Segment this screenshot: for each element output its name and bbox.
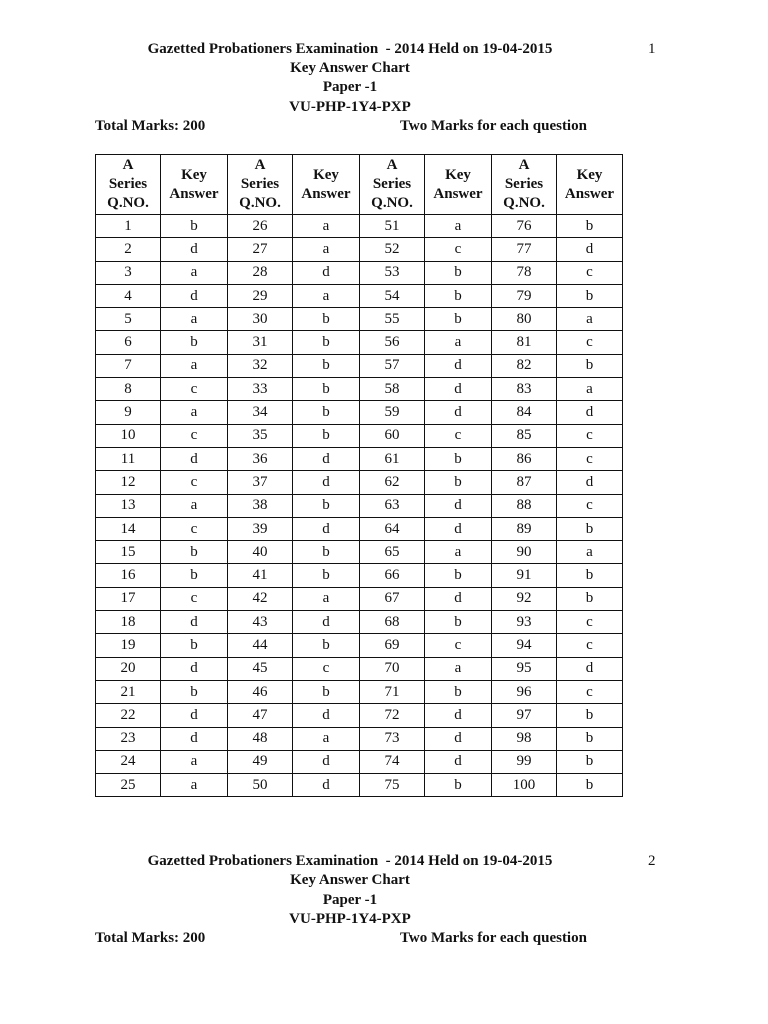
question-number-cell: 24	[96, 750, 161, 773]
key-answer-cell: b	[425, 447, 492, 470]
key-answer-cell: b	[557, 750, 623, 773]
marks-note: Two Marks for each question	[400, 930, 587, 946]
key-answer-cell: d	[293, 517, 360, 540]
question-number-cell: 69	[360, 634, 425, 657]
key-answer-cell: c	[557, 611, 623, 634]
key-answer-cell: d	[425, 750, 492, 773]
question-number-cell: 22	[96, 704, 161, 727]
question-number-cell: 2	[96, 238, 161, 261]
key-answer-cell: d	[425, 354, 492, 377]
key-answer-cell: a	[293, 284, 360, 307]
header-line: A	[518, 157, 530, 173]
key-answer-table	[95, 154, 623, 797]
header-line: Q.NO.	[107, 195, 149, 211]
question-number-cell: 81	[492, 331, 557, 354]
key-answer-cell: a	[425, 215, 492, 238]
key-answer-cell: b	[425, 308, 492, 331]
question-number-cell: 91	[492, 564, 557, 587]
table-row	[96, 680, 623, 703]
question-number-cell: 55	[360, 308, 425, 331]
question-number-cell: 99	[492, 750, 557, 773]
key-answer-cell: a	[293, 238, 360, 261]
question-number-cell: 35	[228, 424, 293, 447]
table-row	[96, 284, 623, 307]
question-number-cell: 44	[228, 634, 293, 657]
question-number-cell: 98	[492, 727, 557, 750]
question-number-cell: 30	[228, 308, 293, 331]
key-answer-cell: b	[293, 331, 360, 354]
key-answer-cell: b	[557, 354, 623, 377]
table-row	[96, 541, 623, 564]
question-number-cell: 65	[360, 541, 425, 564]
header-line: Series	[240, 176, 280, 192]
key-answer-cell: b	[293, 424, 360, 447]
table-row	[96, 564, 623, 587]
question-number-cell: 87	[492, 471, 557, 494]
question-number-cell: 10	[96, 424, 161, 447]
key-answer-cell: a	[557, 541, 623, 564]
question-number-cell: 90	[492, 541, 557, 564]
paper-code: VU-PHP-1Y4-PXP	[289, 911, 411, 927]
table-row	[96, 494, 623, 517]
question-number-cell: 70	[360, 657, 425, 680]
question-number-cell: 57	[360, 354, 425, 377]
key-answer-cell: b	[293, 494, 360, 517]
question-number-cell: 27	[228, 238, 293, 261]
key-answer-cell: b	[293, 308, 360, 331]
header-line: Answer	[433, 185, 483, 202]
question-number-cell: 68	[360, 611, 425, 634]
table-row	[96, 378, 623, 401]
table-row	[96, 471, 623, 494]
header-line: A	[122, 157, 134, 173]
question-number-cell: 79	[492, 284, 557, 307]
key-answer-cell: d	[425, 704, 492, 727]
question-number-cell: 14	[96, 517, 161, 540]
question-number-cell: 42	[228, 587, 293, 610]
question-number-cell: 1	[96, 215, 161, 238]
table-row	[96, 774, 623, 797]
key-answer-cell: b	[425, 564, 492, 587]
column-header-qno	[360, 155, 425, 215]
key-answer-cell: a	[557, 308, 623, 331]
key-answer-cell: d	[293, 261, 360, 284]
header-line: Q.NO.	[503, 195, 545, 211]
chart-title: Key Answer Chart	[290, 60, 410, 76]
header-line: Q.NO.	[371, 195, 413, 211]
key-answer-cell: c	[293, 657, 360, 680]
header-line: Series	[108, 176, 148, 192]
question-number-cell: 78	[492, 261, 557, 284]
question-number-cell: 21	[96, 680, 161, 703]
question-number-cell: 49	[228, 750, 293, 773]
question-number-cell: 97	[492, 704, 557, 727]
key-answer-cell: b	[425, 774, 492, 797]
key-answer-cell: b	[293, 634, 360, 657]
key-answer-cell: c	[557, 494, 623, 517]
column-header-key-answer	[293, 155, 360, 215]
key-answer-cell: c	[557, 680, 623, 703]
question-number-cell: 23	[96, 727, 161, 750]
key-answer-cell: a	[161, 261, 228, 284]
key-answer-cell: a	[425, 541, 492, 564]
question-number-cell: 28	[228, 261, 293, 284]
question-number-cell: 4	[96, 284, 161, 307]
key-answer-cell: d	[425, 494, 492, 517]
question-number-cell: 50	[228, 774, 293, 797]
question-number-cell: 88	[492, 494, 557, 517]
key-answer-cell: d	[557, 238, 623, 261]
key-answer-cell: a	[161, 401, 228, 424]
key-answer-cell: b	[293, 354, 360, 377]
key-answer-cell: b	[557, 284, 623, 307]
question-number-cell: 18	[96, 611, 161, 634]
question-number-cell: 29	[228, 284, 293, 307]
key-answer-cell: d	[557, 401, 623, 424]
key-answer-cell: d	[425, 517, 492, 540]
key-answer-cell: a	[161, 308, 228, 331]
paper-label: Paper -1	[322, 892, 378, 908]
key-answer-cell: b	[161, 634, 228, 657]
key-answer-cell: b	[425, 680, 492, 703]
question-number-cell: 31	[228, 331, 293, 354]
question-number-cell: 52	[360, 238, 425, 261]
key-answer-cell: b	[293, 564, 360, 587]
question-number-cell: 60	[360, 424, 425, 447]
question-number-cell: 45	[228, 657, 293, 680]
key-answer-cell: a	[161, 494, 228, 517]
question-number-cell: 40	[228, 541, 293, 564]
table-row	[96, 517, 623, 540]
question-number-cell: 95	[492, 657, 557, 680]
question-number-cell: 84	[492, 401, 557, 424]
key-answer-cell: b	[161, 215, 228, 238]
header-line: Answer	[301, 185, 351, 202]
key-answer-cell: d	[293, 611, 360, 634]
question-number-cell: 86	[492, 447, 557, 470]
question-number-cell: 48	[228, 727, 293, 750]
key-answer-cell: b	[161, 331, 228, 354]
key-answer-cell: d	[293, 447, 360, 470]
table-row	[96, 261, 623, 284]
question-number-cell: 85	[492, 424, 557, 447]
header-line: Key	[445, 166, 471, 183]
question-number-cell: 82	[492, 354, 557, 377]
key-answer-cell: c	[557, 424, 623, 447]
question-number-cell: 56	[360, 331, 425, 354]
question-number-cell: 92	[492, 587, 557, 610]
question-number-cell: 26	[228, 215, 293, 238]
question-number-cell: 73	[360, 727, 425, 750]
column-header-key-answer	[425, 155, 492, 215]
table-header-row	[96, 155, 623, 215]
header-line: Series	[372, 176, 412, 192]
table-row	[96, 657, 623, 680]
question-number-cell: 58	[360, 378, 425, 401]
question-number-cell: 46	[228, 680, 293, 703]
question-number-cell: 54	[360, 284, 425, 307]
question-number-cell: 7	[96, 354, 161, 377]
total-marks: Total Marks: 200	[95, 118, 206, 134]
key-answer-cell: d	[293, 704, 360, 727]
key-answer-cell: b	[425, 471, 492, 494]
column-header-key-answer	[161, 155, 228, 215]
key-answer-cell: a	[293, 727, 360, 750]
table-row	[96, 447, 623, 470]
column-header-qno	[228, 155, 293, 215]
header-line: Key	[313, 166, 339, 183]
key-answer-cell: d	[293, 750, 360, 773]
question-number-cell: 80	[492, 308, 557, 331]
question-number-cell: 39	[228, 517, 293, 540]
table-row	[96, 727, 623, 750]
question-number-cell: 47	[228, 704, 293, 727]
question-number-cell: 8	[96, 378, 161, 401]
question-number-cell: 33	[228, 378, 293, 401]
question-number-cell: 67	[360, 587, 425, 610]
table-row	[96, 354, 623, 377]
question-number-cell: 3	[96, 261, 161, 284]
header-line: Key	[576, 166, 603, 183]
key-answer-cell: d	[161, 727, 228, 750]
paper-code: VU-PHP-1Y4-PXP	[289, 99, 411, 115]
question-number-cell: 11	[96, 447, 161, 470]
question-number-cell: 43	[228, 611, 293, 634]
question-number-cell: 38	[228, 494, 293, 517]
page-number: 1	[648, 41, 656, 57]
key-answer-cell: a	[161, 774, 228, 797]
total-marks: Total Marks: 200	[95, 930, 206, 946]
key-answer-cell: d	[161, 657, 228, 680]
key-answer-cell: b	[557, 517, 623, 540]
key-answer-cell: a	[425, 331, 492, 354]
key-answer-cell: b	[425, 261, 492, 284]
key-answer-cell: b	[161, 680, 228, 703]
key-answer-cell: d	[425, 727, 492, 750]
key-answer-cell: b	[557, 587, 623, 610]
question-number-cell: 17	[96, 587, 161, 610]
question-number-cell: 9	[96, 401, 161, 424]
key-answer-cell: b	[161, 541, 228, 564]
question-number-cell: 41	[228, 564, 293, 587]
exam-title: Gazetted Probationers Examination - 2014 Held on 19-04-2015	[147, 853, 553, 869]
key-answer-cell: c	[161, 424, 228, 447]
table-row	[96, 587, 623, 610]
key-answer-cell: c	[557, 634, 623, 657]
key-answer-cell: b	[557, 704, 623, 727]
key-answer-cell: b	[161, 564, 228, 587]
question-number-cell: 74	[360, 750, 425, 773]
question-number-cell: 75	[360, 774, 425, 797]
question-number-cell: 94	[492, 634, 557, 657]
key-answer-cell: a	[293, 587, 360, 610]
question-number-cell: 71	[360, 680, 425, 703]
key-answer-cell: a	[425, 657, 492, 680]
key-answer-cell: a	[161, 354, 228, 377]
table-row	[96, 704, 623, 727]
question-number-cell: 93	[492, 611, 557, 634]
question-number-cell: 53	[360, 261, 425, 284]
table-row	[96, 424, 623, 447]
key-answer-cell: d	[425, 587, 492, 610]
key-answer-cell: d	[293, 471, 360, 494]
key-answer-cell: b	[293, 401, 360, 424]
key-answer-cell: b	[293, 680, 360, 703]
key-answer-cell: c	[557, 331, 623, 354]
question-number-cell: 36	[228, 447, 293, 470]
table-row	[96, 634, 623, 657]
question-number-cell: 19	[96, 634, 161, 657]
header-line: A	[254, 157, 266, 173]
key-answer-cell: c	[425, 238, 492, 261]
question-number-cell: 77	[492, 238, 557, 261]
key-answer-cell: b	[425, 611, 492, 634]
header-line: Q.NO.	[239, 195, 281, 211]
key-answer-cell: b	[425, 284, 492, 307]
question-number-cell: 13	[96, 494, 161, 517]
question-number-cell: 83	[492, 378, 557, 401]
key-answer-cell: d	[425, 378, 492, 401]
paper-label: Paper -1	[322, 79, 378, 95]
chart-title: Key Answer Chart	[290, 872, 410, 888]
key-answer-cell: c	[161, 471, 228, 494]
key-answer-cell: a	[557, 378, 623, 401]
key-answer-cell: d	[425, 401, 492, 424]
question-number-cell: 34	[228, 401, 293, 424]
question-number-cell: 61	[360, 447, 425, 470]
table-row	[96, 308, 623, 331]
key-answer-cell: c	[425, 424, 492, 447]
question-number-cell: 12	[96, 471, 161, 494]
question-number-cell: 64	[360, 517, 425, 540]
question-number-cell: 63	[360, 494, 425, 517]
page-number: 2	[648, 853, 656, 869]
table-row	[96, 238, 623, 261]
marks-note: Two Marks for each question	[400, 118, 587, 134]
column-header-qno	[492, 155, 557, 215]
key-answer-cell: c	[161, 587, 228, 610]
table-row	[96, 215, 623, 238]
table-row	[96, 401, 623, 424]
question-number-cell: 59	[360, 401, 425, 424]
key-answer-cell: b	[557, 564, 623, 587]
question-number-cell: 6	[96, 331, 161, 354]
key-answer-cell: a	[293, 215, 360, 238]
key-answer-cell: d	[161, 611, 228, 634]
question-number-cell: 72	[360, 704, 425, 727]
key-answer-cell: d	[161, 284, 228, 307]
question-number-cell: 16	[96, 564, 161, 587]
exam-title: Gazetted Probationers Examination - 2014 Held on 19-04-2015	[147, 41, 553, 57]
table-row	[96, 750, 623, 773]
question-number-cell: 37	[228, 471, 293, 494]
header-line: A	[386, 157, 398, 173]
key-answer-cell: d	[557, 471, 623, 494]
key-answer-cell: d	[161, 447, 228, 470]
question-number-cell: 100	[492, 774, 557, 797]
question-number-cell: 76	[492, 215, 557, 238]
question-number-cell: 25	[96, 774, 161, 797]
column-header-qno	[96, 155, 161, 215]
key-answer-cell: d	[557, 657, 623, 680]
key-answer-cell: d	[161, 238, 228, 261]
header-line: Answer	[169, 185, 219, 202]
key-answer-cell: b	[557, 774, 623, 797]
header-line: Key	[181, 166, 207, 183]
table-row	[96, 331, 623, 354]
key-answer-cell: c	[161, 517, 228, 540]
key-answer-cell: c	[161, 378, 228, 401]
header-line: Series	[504, 176, 544, 192]
question-number-cell: 32	[228, 354, 293, 377]
question-number-cell: 5	[96, 308, 161, 331]
key-answer-cell: b	[557, 727, 623, 750]
question-number-cell: 51	[360, 215, 425, 238]
key-answer-cell: d	[161, 704, 228, 727]
key-answer-cell: b	[557, 215, 623, 238]
question-number-cell: 66	[360, 564, 425, 587]
key-answer-cell: c	[557, 261, 623, 284]
question-number-cell: 62	[360, 471, 425, 494]
question-number-cell: 96	[492, 680, 557, 703]
question-number-cell: 20	[96, 657, 161, 680]
table-row	[96, 611, 623, 634]
question-number-cell: 15	[96, 541, 161, 564]
key-answer-cell: d	[293, 774, 360, 797]
header-line: Answer	[564, 185, 615, 202]
key-answer-cell: c	[425, 634, 492, 657]
question-number-cell: 89	[492, 517, 557, 540]
key-answer-cell: a	[161, 750, 228, 773]
key-answer-cell: c	[557, 447, 623, 470]
key-answer-cell: b	[293, 541, 360, 564]
column-header-key-answer	[557, 155, 623, 215]
key-answer-cell: b	[293, 378, 360, 401]
